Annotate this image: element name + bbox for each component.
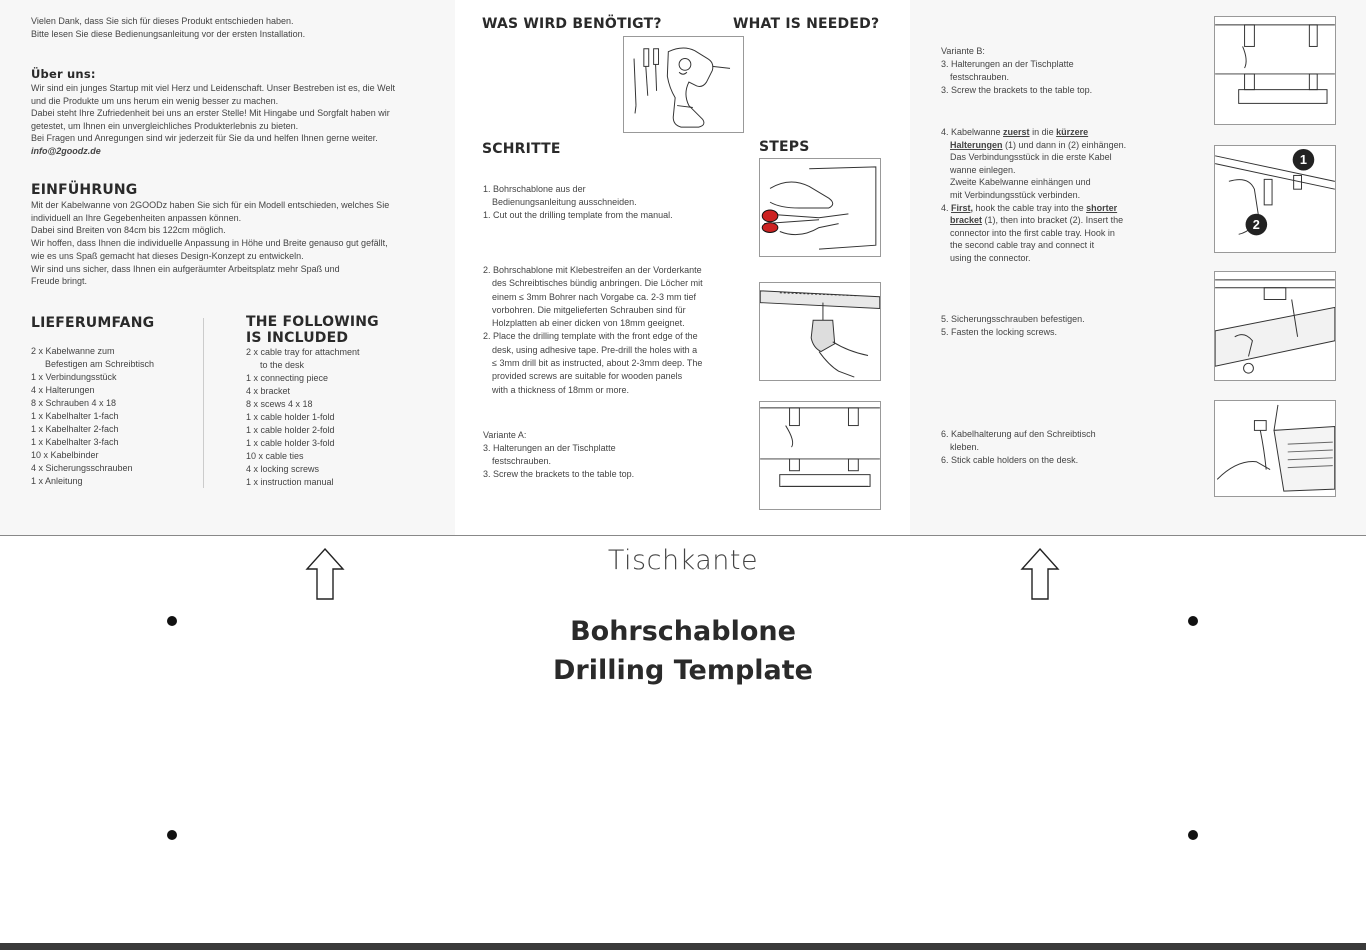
- list-item: 1 x cable holder 3-fold: [246, 438, 335, 448]
- drill-hole-marker: [1188, 830, 1198, 840]
- list-item: 1 x cable holder 1-fold: [246, 412, 335, 422]
- table-edge-line: [0, 535, 1366, 536]
- list-item: 4 x Sicherungsschrauben: [31, 463, 133, 473]
- variantA-illustration: [759, 401, 881, 510]
- list-item: 4 x Halterungen: [31, 385, 95, 395]
- list-item: 4 x bracket: [246, 386, 291, 396]
- step1-text: 1. Bohrschablone aus der Bedienungsanleitung ausschneiden. 1. Cut out the drilling template from the manual.: [483, 184, 673, 220]
- needed-heading-de: WAS WIRD BENÖTIGT?: [482, 16, 662, 32]
- bracket-screw-icon: [760, 402, 880, 509]
- table-edge-label: Tischkante: [607, 545, 759, 576]
- step6-text: 6. Kabelhalterung auf den Schreibtisch kleben. 6. Stick cable holders on the desk.: [941, 429, 1096, 465]
- step4-illustration: [1214, 145, 1336, 253]
- panel-assembly: [910, 0, 1366, 535]
- list-item: 2 x cable tray for attachment: [246, 347, 360, 357]
- email-link[interactable]: info@2goodz.de: [31, 145, 101, 156]
- list-item: 1 x instruction manual: [246, 477, 334, 487]
- variantB-text: Variante B: 3. Halterungen an der Tischplatte festschrauben. 3. Screw the brackets to the table top.: [941, 46, 1093, 95]
- lieferumfang-heading: LIEFERUMFANG: [31, 315, 155, 331]
- included-list: [246, 346, 360, 489]
- drill-icon: [760, 283, 880, 380]
- panel-about: [0, 0, 455, 535]
- needed-heading-en: WHAT IS NEEDED?: [733, 16, 880, 32]
- included-heading: THE FOLLOWING IS INCLUDED: [246, 314, 379, 346]
- drill-hole-marker: [167, 830, 177, 840]
- einfuehrung-text: Mit der Kabelwanne von 2GOODz haben Sie sich für ein Modell entschieden, welches Sie individuell an Ihre Gegebenheiten anpassen können. Dabei sind Breiten von 84cm bis 122cm möglich. Wir hoffen, dass Ihnen die individuelle Anpassung in Höhe und Breite genauso gut gefällt, wie es uns Spaß gemacht hat dieses Design-Konzept zu entwickeln. Wir sind uns sicher, dass Ihnen ein aufgeräumter Arbeitsplatz mehr Spaß und Freude bringt.: [31, 200, 390, 287]
- badge-two: 2: [1252, 216, 1260, 232]
- cable-holder-laptop-icon: [1215, 401, 1335, 496]
- about-text: Wir sind ein junges Startup mit viel Herz und Leidenschaft. Unser Bestreben ist es, die Welt und die Produkte um uns herum ein wenig besser zu machen. Dabei steht Ihre Zufriedenheit bei uns an erster Stelle! Mit Hingabe und Sorgfalt haben wir getestet, um Ihnen ein unvergleichliches Produkterlebnis zu bieten. Bei Fragen und Anregungen sind wir jederzeit für Sie da und helfen Ihnen gerne weiter. info@2goodz.de: [31, 83, 396, 156]
- step5-illustration: [1214, 271, 1336, 381]
- scissors-hand-icon: [760, 159, 880, 256]
- cable-tray-hook-icon: [1215, 146, 1335, 252]
- steps-heading-de: SCHRITTE: [482, 141, 561, 157]
- list-item: to the desk: [260, 360, 305, 370]
- intro-text: Vielen Dank, dass Sie sich für dieses Produkt entschieden haben. Bitte lesen Sie diese Bedienungsanleitung vor der ersten Installation.: [31, 16, 306, 39]
- list-item: 2 x Kabelwanne zum: [31, 346, 115, 356]
- locking-screw-icon: [1215, 272, 1335, 380]
- step6-illustration: [1214, 400, 1336, 497]
- list-item: 1 x Kabelhalter 3-fach: [31, 437, 119, 447]
- badge-one: 1: [1299, 152, 1308, 168]
- bracket-screw-icon: [1215, 17, 1335, 124]
- list-item: 8 x Schrauben 4 x 18: [31, 398, 117, 408]
- template-title: Bohrschablone Drilling Template: [553, 616, 813, 686]
- variantA-text: Variante A: 3. Halterungen an der Tischplatte festschrauben. 3. Screw the brackets to the table top.: [483, 430, 635, 479]
- list-item: 1 x Kabelhalter 1-fach: [31, 411, 119, 421]
- drill-screwdriver-icon: [624, 37, 743, 132]
- list-item: 1 x Anleitung: [31, 476, 83, 486]
- drilling-illustration: [759, 282, 881, 381]
- list-item: 1 x Kabelhalter 2-fach: [31, 424, 119, 434]
- step4-text: 4. Kabelwanne zuerst in die kürzere Halterungen (1) und dann in (2) einhängen. Das Verbindungsstück in die erste Kabel wanne einlegen. Zweite Kabelwanne einhängen und mit Verbindungsstück verbinden. 4. First, hook the cable tray into the shorter bracket (1), then into bracket (2). Insert the connector into the first cable tray. Hook in the second cable tray and connect it using the connector.: [941, 127, 1127, 263]
- lieferumfang-list: [31, 345, 154, 488]
- drill-hole-marker: [1188, 616, 1198, 626]
- list-item: 10 x cable ties: [246, 451, 304, 461]
- bottom-bar: [0, 943, 1366, 950]
- einfuehrung-heading: EINFÜHRUNG: [31, 182, 138, 198]
- column-divider: [203, 318, 204, 488]
- list-item: 1 x connecting piece: [246, 373, 329, 383]
- about-heading: Über uns:: [31, 67, 96, 81]
- tools-illustration: [623, 36, 744, 133]
- panel-steps: [455, 0, 910, 535]
- list-item: Befestigen am Schreibtisch: [45, 359, 155, 369]
- step5-text: 5. Sicherungsschrauben befestigen. 5. Fasten the locking screws.: [941, 314, 1085, 337]
- list-item: 10 x Kabelbinder: [31, 450, 99, 460]
- steps-heading-en: STEPS: [759, 139, 810, 155]
- cutting-illustration: [759, 158, 881, 257]
- list-item: 1 x cable holder 2-fold: [246, 425, 335, 435]
- list-item: 8 x scews 4 x 18: [246, 399, 313, 409]
- list-item: 4 x locking screws: [246, 464, 320, 474]
- step2-text: 2. Bohrschablone mit Klebestreifen an der Vorderkante des Schreibtisches bündig anbringen. Die Löcher mit einem ≤ 3mm Bohrer nach Vorgabe ca. 2-3 mm tief vorbohren. Die mitgelieferten Schrauben sind für Holzplatten ab einer dicken von 18mm geeignet. 2. Place the drilling template with the front edge of the desk, using adhesive tape. Pre-drill the holes with a ≤ 3mm drill bit as instructed, about 2-3mm deep. The provided screws are suitable for wooden panels with a thickness of 18mm or more.: [483, 265, 703, 395]
- drill-hole-marker: [167, 616, 177, 626]
- list-item: 1 x Verbindungsstück: [31, 372, 117, 382]
- variantB-illustration: [1214, 16, 1336, 125]
